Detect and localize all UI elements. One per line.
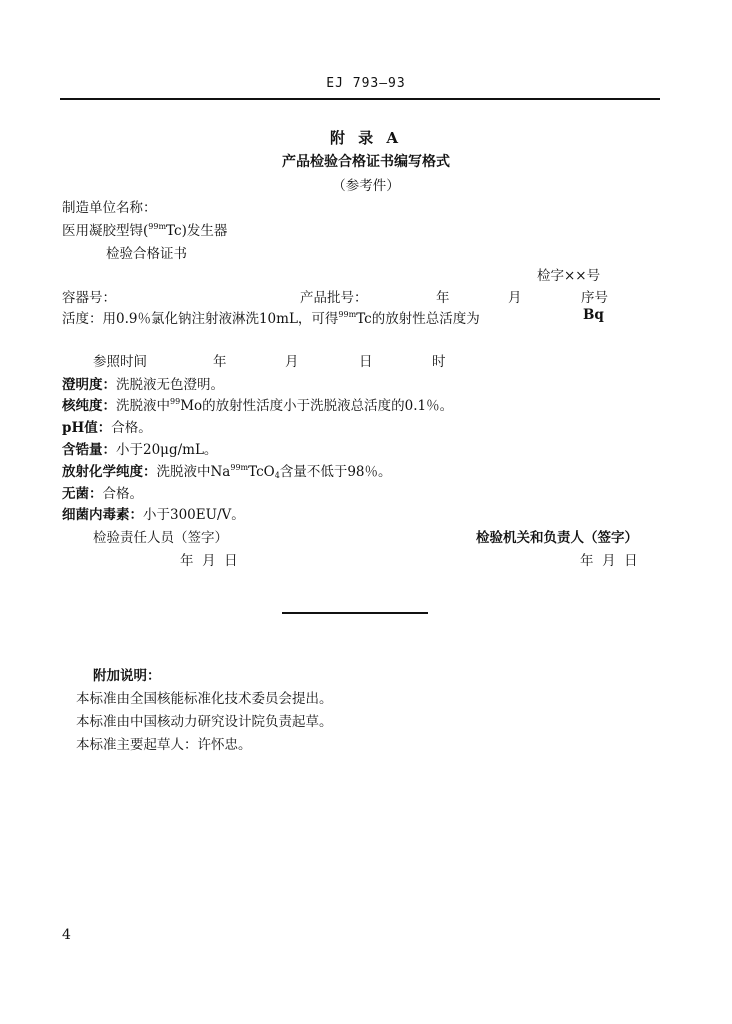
ph-line <box>62 416 152 436</box>
endotoxin-label: 细菌内毒素： <box>62 507 143 523</box>
radiochem-post: 含量不低于98％。 <box>279 464 392 480</box>
radiochem-mid: TcO <box>248 464 275 480</box>
product-name <box>62 219 227 239</box>
activity-unit: Bq <box>583 307 604 323</box>
batch-year: 年 <box>436 290 450 306</box>
additional-note-2: 本标准由中国核动力研究设计院负责起草。 <box>76 714 333 730</box>
clarity-text: 洗脱液无色澄明。 <box>116 377 224 393</box>
reference-year: 年 <box>213 354 227 370</box>
radiochem-sub: 4 <box>274 471 280 480</box>
reference-month: 月 <box>285 354 299 370</box>
batch-label: 产品批号： <box>300 290 368 306</box>
batch-serial: 序号 <box>581 290 608 306</box>
appendix-note: （参考件） <box>332 178 400 194</box>
appendix-title: 附 录 A <box>329 129 403 147</box>
section-divider <box>282 612 428 614</box>
activity-prefix: 活度：用0.9％氯化钠注射液淋洗10mL，可得 <box>62 311 339 327</box>
purity-label: 核纯度： <box>62 398 116 414</box>
additional-notes-title: 附加说明： <box>93 668 161 684</box>
inspector-date: 年 月 日 <box>180 553 238 569</box>
sterility-label: 无菌： <box>62 486 103 502</box>
endotoxin-line <box>62 503 245 523</box>
sterility-line <box>62 482 143 502</box>
radiochemical-purity-line <box>62 460 392 480</box>
additional-note-1: 本标准由全国核能标准化技术委员会提出。 <box>76 691 333 707</box>
purity-pre: 洗脱液中 <box>116 398 170 414</box>
product-name-sup: 99m <box>148 222 167 231</box>
activity-suffix: Tc的放射性总活度为 <box>356 311 480 327</box>
agency-signature: 检验机关和负责人（签字） <box>476 530 638 546</box>
header-rule <box>60 98 660 100</box>
reference-time-label: 参照时间 <box>93 354 147 370</box>
appendix-subtitle: 产品检验合格证书编写格式 <box>282 154 450 170</box>
radiochem-pre: 洗脱液中Na <box>156 464 231 480</box>
radiochem-sup: 99m <box>230 463 249 472</box>
batch-month: 月 <box>508 290 522 306</box>
reference-hour: 时 <box>432 354 446 370</box>
inspector-signature: 检验责任人员（签字） <box>93 530 228 546</box>
zirconium-label: 含锆量： <box>62 442 116 458</box>
ph-text: 合格。 <box>111 420 152 436</box>
radiochem-label: 放射化学纯度： <box>62 464 157 480</box>
purity-sup: 99 <box>170 397 181 406</box>
nuclide-purity-line <box>62 394 453 414</box>
activity-line <box>62 307 480 327</box>
sterility-text: 合格。 <box>102 486 143 502</box>
product-name-tail: Tc)发生器 <box>166 223 228 239</box>
reference-day: 日 <box>359 354 373 370</box>
ph-label: pH值： <box>62 420 112 436</box>
clarity-label: 澄明度： <box>62 377 116 393</box>
clarity-line <box>62 373 224 393</box>
purity-post: Mo的放射性活度小于洗脱液总活度的0.1％。 <box>180 398 454 414</box>
product-name-text: 医用凝胶型锝( <box>62 223 149 239</box>
agency-date: 年 月 日 <box>580 553 638 569</box>
manufacturer-label: 制造单位名称： <box>62 200 157 216</box>
endotoxin-text: 小于300EU/V。 <box>143 507 245 523</box>
activity-sup: 99m <box>338 310 357 319</box>
zirconium-line <box>62 438 217 458</box>
zirconium-text: 小于20μg/mL。 <box>116 442 218 458</box>
page-number: 4 <box>62 927 71 943</box>
certificate-title: 检验合格证书 <box>106 246 187 262</box>
document-code: EJ 793—93 <box>326 76 406 91</box>
container-label: 容器号： <box>62 290 116 306</box>
certificate-number: 检字××号 <box>537 268 601 284</box>
additional-note-3: 本标准主要起草人：许怀忠。 <box>76 737 252 753</box>
